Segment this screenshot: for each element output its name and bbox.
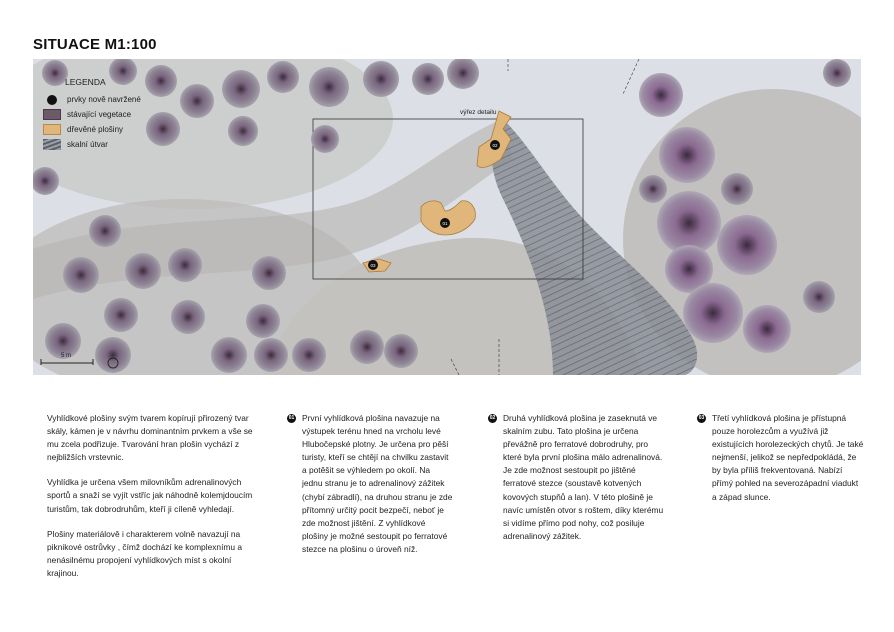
tree bbox=[89, 215, 121, 247]
platform-01-text: První vyhlídková plošina navazuje na výstupek terénu hned na vrcholu levé Hlubočepské plotny. Je určena pro pěší turisty, kteří se chtějí na chvilku zastavit a potěšit se výhledem po okolí. Na jednu stranu je to adrenalinový zážitek (chybí zábradlí), na druhou stranu je zde přítomný určitý pocit bezpečí, neboť je zde možnost jištění. Z vyhlídkové plošiny je možné sestoupit po ferratové stezce na plošinu o úroveň níž. bbox=[302, 413, 453, 554]
tree bbox=[145, 65, 177, 97]
platform-03-text: Třetí vyhlídková plošina je přístupná pouze horolezcům a využívá již existujících horolezeckých chytů. Je také nejmenší, jelikož se nepředpokládá, že by byla příliš frekventovaná. Nabízí přímý pohled na severozápadní viadukt a západ slunce. bbox=[712, 413, 864, 502]
number-badge-03: 03 bbox=[698, 415, 705, 421]
tree bbox=[309, 67, 349, 107]
tree bbox=[63, 257, 99, 293]
legend-item bbox=[43, 92, 141, 107]
tree bbox=[246, 304, 280, 338]
tree bbox=[228, 116, 258, 146]
intro-paragraph: Vyhlídka je určena všem milovníkům adrenalinových sportů a snaží se vyjít vstříc jak náhodně kolemjdoucím turistům, tak dobrodruhům, kteří ji cíleně vyhledají. bbox=[47, 477, 253, 514]
marker-01-label: 01 bbox=[442, 221, 448, 226]
platform-02-column bbox=[488, 412, 688, 543]
number-badge-02: 02 bbox=[489, 415, 496, 421]
tree bbox=[125, 253, 161, 289]
platform-02-text: Druhá vyhlídková plošina je zaseknutá ve skalním zubu. Tato plošina je určena převážně pro ferratové dobrodruhy, pro které byla první plošina málo adrenalinová. Je zde možnost sestoupit po jištěné ferratové stezce (soustavě kotvených kovových stupňů a lan). V této plošině je navíc umístěn otvor s roštem, díky kterému si vidíme přímo pod nohy, což posiluje adrenalinový zážitek. bbox=[503, 413, 664, 541]
detail-label: výřez detailu bbox=[460, 109, 497, 116]
legend-label: skalní útvar bbox=[67, 140, 108, 149]
dot-icon bbox=[47, 95, 57, 105]
marker-03-label: 03 bbox=[370, 263, 376, 268]
tree bbox=[743, 305, 791, 353]
legend-title: LEGENDA bbox=[65, 77, 106, 87]
tree bbox=[350, 330, 384, 364]
legend bbox=[43, 77, 141, 152]
scale-label: 5 m bbox=[61, 353, 72, 359]
tree bbox=[363, 61, 399, 97]
tree bbox=[412, 63, 444, 95]
tree bbox=[659, 127, 715, 183]
platform-01-column bbox=[287, 412, 477, 556]
tree bbox=[311, 125, 339, 153]
number-badge-01: 01 bbox=[288, 415, 295, 421]
rock-swatch-icon bbox=[43, 139, 61, 150]
tree bbox=[803, 281, 835, 313]
platform-03-column bbox=[697, 412, 882, 504]
tree bbox=[639, 73, 683, 117]
tree bbox=[252, 256, 286, 290]
page-title: SITUACE M1:100 bbox=[33, 36, 157, 53]
tree bbox=[267, 61, 299, 93]
intro-column bbox=[47, 412, 257, 592]
tree bbox=[211, 337, 247, 373]
tree bbox=[180, 84, 214, 118]
wood-swatch-icon bbox=[43, 124, 61, 135]
legend-label: prvky nově navržené bbox=[67, 95, 141, 104]
legend-item bbox=[43, 137, 141, 152]
tree bbox=[171, 300, 205, 334]
legend-item bbox=[43, 107, 141, 122]
tree bbox=[146, 112, 180, 146]
tree bbox=[823, 59, 851, 87]
tree bbox=[222, 70, 260, 108]
legend-item bbox=[43, 122, 141, 137]
tree bbox=[292, 338, 326, 372]
tree bbox=[639, 175, 667, 203]
marker-02-label: 02 bbox=[492, 143, 498, 148]
tree bbox=[104, 298, 138, 332]
tree bbox=[717, 215, 777, 275]
site-plan bbox=[33, 59, 861, 375]
tree bbox=[683, 283, 743, 343]
intro-paragraph: Vyhlídkové plošiny svým tvarem kopírují přirozený tvar skály, kámen je v návrhu dominantním prvkem a vše se mu zcela podřizuje. Tvarování hran plošin vychází z nejbližších vrstevnic. bbox=[47, 413, 253, 463]
tree bbox=[168, 248, 202, 282]
intro-paragraph: Plošiny materiálově i charakterem volně navazují na piknikové ostrůvky , čímž dochází ke komplexnímu a nenásilnému propojení vyhlídkových míst s okolní krajinou. bbox=[47, 528, 243, 578]
legend-label: stávající vegetace bbox=[67, 110, 132, 119]
site-plan-drawing bbox=[33, 59, 861, 375]
tree bbox=[384, 334, 418, 368]
vegetation-swatch-icon bbox=[43, 109, 61, 120]
tree bbox=[254, 338, 288, 372]
legend-label: dřevěné plošiny bbox=[67, 125, 124, 134]
tree bbox=[721, 173, 753, 205]
